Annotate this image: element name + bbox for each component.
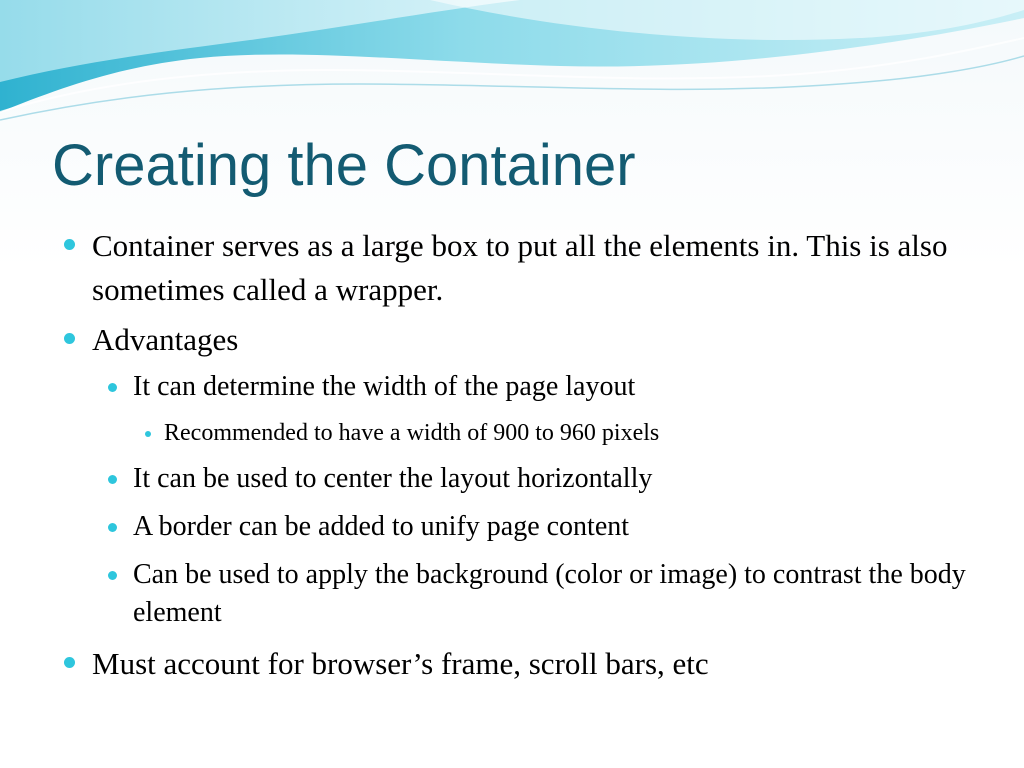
bullet-item: Advantages [64, 318, 974, 362]
slide-title: Creating the Container [52, 133, 636, 198]
sub-sub-bullet-item: Recommended to have a width of 900 to 960 pixels [142, 416, 974, 450]
slide-content [64, 224, 974, 692]
bullet-list [64, 224, 974, 686]
sub-bullet-item: It can be used to center the layout horizontally [106, 460, 974, 498]
sub-bullet-item: A border can be added to unify page content [106, 508, 974, 546]
bullet-item: Container serves as a large box to put all the elements in. This is also sometimes called a wrapper. [64, 224, 974, 312]
bullet-item: Must account for browser’s frame, scroll bars, etc [64, 642, 974, 686]
sub-bullet-item: It can determine the width of the page layout [106, 368, 974, 406]
header-wave-decoration [0, 0, 1024, 130]
sub-bullet-item: Can be used to apply the background (color or image) to contrast the body element [106, 556, 974, 632]
